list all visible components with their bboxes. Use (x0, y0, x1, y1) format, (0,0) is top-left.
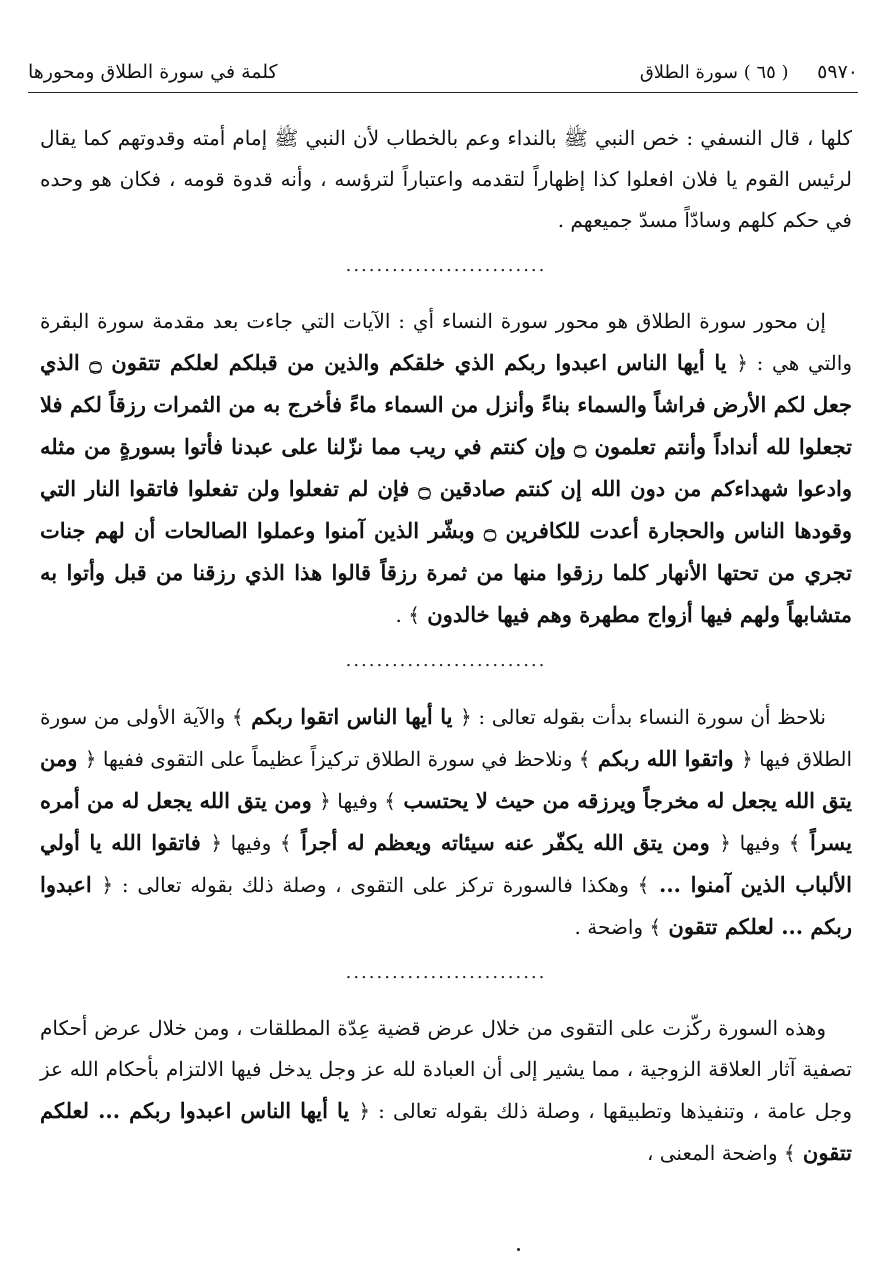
text-segment: ﴾ واضحة . (574, 915, 662, 939)
separator-1: .......................... (345, 255, 547, 276)
surah-label: ( ٦٥ ) سورة الطلاق (639, 62, 789, 83)
text-segment: ﴾ والآية الأولى من سورة الطلاق فيها ﴿ (40, 705, 853, 771)
text-segment: ﴾ وفيها ﴿ (210, 831, 292, 855)
quran-verse: فاتقوا الله يا أولي الألباب الذين آمنوا ... (40, 830, 852, 897)
separator-2: .......................... (345, 650, 547, 671)
text-segment: نلاحظ أن سورة النساء بدأت بقوله تعالى : ﴿ (460, 705, 826, 729)
quran-verse: ومن يتق الله يكفّر عنه سيئاته ويعظم له أجراً (291, 830, 720, 855)
paragraph-1 (40, 118, 852, 241)
quran-verse: يا أيها الناس اعبدوا ربكم الذي خلقكم والذين من قبلكم لعلكم تتقون ۝ الذي جعل لكم الأرض فراشاً والسماء بناءً وأنزل من السماء ماءً فأخرج به من الثمرات رزقاً لكم فلا تجعلوا لله أنداداً وأنتم تعلمون ۝ وإن كنتم في ريب مما نزّلنا على عبدنا فأتوا بسورةٍ من مثله وادعوا شهداءكم من دون الله إن كنتم صادقين ۝ فإن لم تفعلوا ولن تفعلوا فاتقوا النار التي وقودها الناس والحجارة أعدت للكافرين ۝ وبشّر الذين آمنوا وعملوا الصالحات أن لهم جنات تجري من تحتها الأنهار كلما رزقوا منها من ثمرة رزقاً قالوا هذا الذي رزقنا من قبل وأتوا به متشابهاً ولهم فيها أزواج مطهرة وهم فيها خالدون (40, 350, 853, 627)
text-segment: وهذه السورة ركّزت على التقوى من خلال عرض قضية عِدّة المطلقات ، ومن خلال عرض أحكام تصفية آثار العلاقة الزوجية ، مما يشير إلى أن العبادة لله عز وجل يدخل فيها الالتزام بأحكام الله عز وجل عامة ، وتنفيذها وتطبيقها ، وصلة ذلك بقوله تعالى : ﴿ (40, 1016, 853, 1123)
quran-verse: اعبدوا ربكم ... لعلكم تتقون (40, 872, 852, 939)
page-body (40, 118, 852, 1174)
paragraph-2 (40, 301, 852, 636)
text-segment: ﴾ واضحة المعنى ، (646, 1141, 796, 1165)
paragraph-4 (40, 1008, 852, 1174)
text-segment: ﴾ وهكذا فالسورة تركز على التقوى ، وصلة ذلك بقوله تعالى : ﴿ (101, 873, 650, 897)
separator-3: .......................... (345, 962, 547, 983)
quran-verse: يا أيها الناس اعبدوا ربكم ... لعلكم تتقون (40, 1098, 852, 1165)
header-right (640, 61, 858, 83)
running-header (28, 52, 858, 93)
section-title: كلمة في سورة الطلاق ومحورها (28, 61, 278, 83)
text-segment: ﴾ وفيها ﴿ (319, 789, 396, 813)
paragraph-1-text: كلها ، قال النسفي : خص النبي ﷺ بالنداء وعم بالخطاب لأن النبي ﷺ إمام أمته وقدوتهم كما يقال لرئيس القوم يا فلان افعلوا كذا إظهاراً لتقدمه واعتباراً لترؤسه ، وأنه قدوة قومه ، فكان هو وحده في حكم كلهم وسادّاً مسدّ جميعهم . (40, 126, 853, 232)
paragraph-2-intro: إن محور سورة الطلاق هو محور سورة النساء أي : الآيات التي جاءت بعد مقدمة سورة البقرة والتي هي : ﴿ (40, 309, 852, 375)
page-number: ٥٩٧٠ (817, 61, 858, 83)
page-mark-dot (517, 1248, 520, 1251)
quran-verse: واتقوا الله ربكم (590, 746, 742, 771)
text-segment: ﴾ وفيها ﴿ (719, 831, 801, 855)
paragraph-3 (40, 696, 852, 948)
verse-close: ﴾ . (395, 603, 420, 627)
quran-verse: ومن يتق الله يجعل له من أمره يسراً (40, 788, 852, 855)
text-segment: ﴾ ونلاحظ في سورة الطلاق تركيزاً عظيماً على التقوى ففيها ﴿ (84, 747, 591, 771)
quran-verse: ومن يتق الله يجعل له مخرجاً ويرزقه من حيث لا يحتسب (40, 746, 852, 813)
quran-verse: يا أيها الناس اتقوا ربكم (243, 704, 461, 729)
